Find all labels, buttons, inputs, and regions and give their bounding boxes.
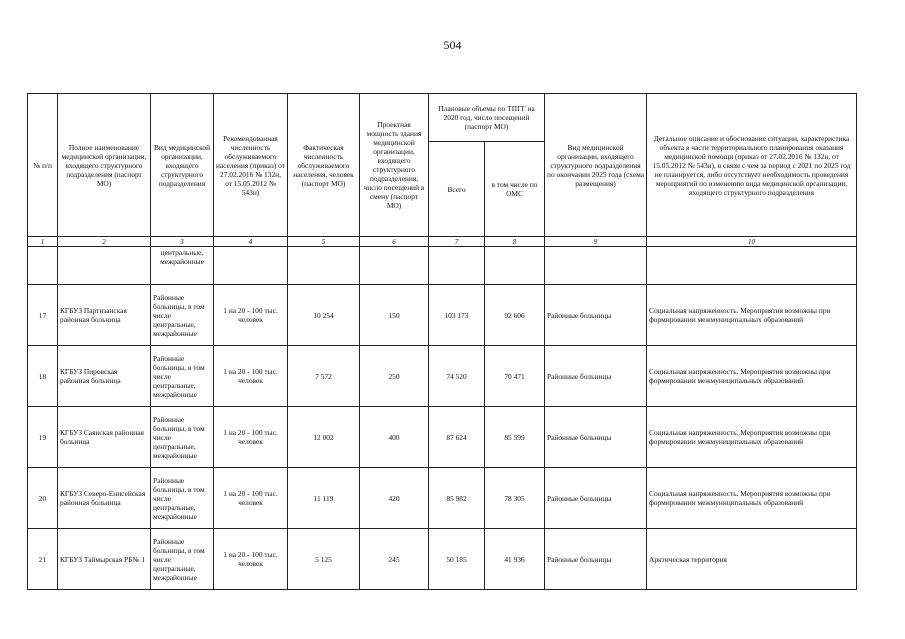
recommended-population: 1 на 20 - 100 тыс. человек	[214, 407, 288, 468]
planned-total: 50 185	[429, 529, 485, 590]
description: Арктическая территория	[647, 529, 857, 590]
design-capacity: 420	[360, 468, 429, 529]
continuation-row	[28, 247, 857, 285]
type-2025: Районные больницы	[545, 468, 647, 529]
header-col-type: Вид медицинской организации, входящего структурного подразделения	[151, 94, 214, 237]
planned-oms: 85 599	[485, 407, 545, 468]
header-col-org: Полное наименование медицинской организации, входящего структурного подразделения (паспорт МО)	[58, 94, 151, 237]
type-2025: Районные больницы	[545, 346, 647, 407]
organization-type: Районные больницы, в том числе центральные, межрайонные	[151, 407, 214, 468]
description: Социальная напряженность. Мероприятия возможны при формировании межмуниципальных образований	[647, 285, 857, 346]
description: Социальная напряженность. Мероприятия возможны при формировании межмуниципальных образований	[647, 346, 857, 407]
row-number: 20	[28, 468, 58, 529]
table-row	[28, 407, 857, 468]
column-number: 6	[360, 237, 429, 247]
header-col-planned-group: Плановые объемы по ТПГГ на 2020 год, число посещений (паспорт МО)	[429, 94, 545, 142]
column-number: 3	[151, 237, 214, 247]
column-number: 2	[58, 237, 151, 247]
planned-total: 87 624	[429, 407, 485, 468]
table-row	[28, 346, 857, 407]
header-col-capacity: Проектная мощность здания медицинской организации, входящего структурного подразделения, число посещений в смену (паспорт МО)	[360, 94, 429, 237]
column-number: 10	[647, 237, 857, 247]
table-row	[28, 468, 857, 529]
planned-oms: 92 606	[485, 285, 545, 346]
table-row	[28, 285, 857, 346]
column-number: 5	[288, 237, 360, 247]
column-number: 1	[28, 237, 58, 247]
design-capacity: 150	[360, 285, 429, 346]
planned-oms: 78 305	[485, 468, 545, 529]
organization-type: Районные больницы, в том числе центральные, межрайонные	[151, 346, 214, 407]
data-table	[27, 93, 857, 590]
row-number: 19	[28, 407, 58, 468]
column-number: 4	[214, 237, 288, 247]
header-col-type-2025: Вид медицинской организации, входящего структурного подразделения по окончании 2025 года (схема размещения)	[545, 94, 647, 237]
continuation-type-text: центральные, межрайонные	[160, 248, 204, 266]
header-col-actual: Фактическая численность обслуживаемого населения, человек (паспорт МО)	[288, 94, 360, 237]
organization-type: Районные больницы, в том числе центральные, межрайонные	[151, 468, 214, 529]
organization-name: КГБУЗ Саянская районная больница	[58, 407, 151, 468]
page-number: 504	[443, 38, 462, 52]
type-2025: Районные больницы	[545, 529, 647, 590]
row-number: 18	[28, 346, 58, 407]
column-number: 7	[429, 237, 485, 247]
planned-oms: 41 936	[485, 529, 545, 590]
column-number: 9	[545, 237, 647, 247]
recommended-population: 1 на 20 - 100 тыс. человек	[214, 346, 288, 407]
actual-population: 7 572	[288, 346, 360, 407]
organization-type: Районные больницы, в том числе центральные, межрайонные	[151, 529, 214, 590]
recommended-population: 1 на 20 - 100 тыс. человек	[214, 529, 288, 590]
actual-population: 12 002	[288, 407, 360, 468]
organization-name: КГБУЗ Северо-Енисейская районная больница	[58, 468, 151, 529]
description: Социальная напряженность. Мероприятия возможны при формировании межмуниципальных образований	[647, 468, 857, 529]
recommended-population: 1 на 20 - 100 тыс. человек	[214, 468, 288, 529]
header-col-num: № п/п	[28, 94, 58, 237]
organization-type: Районные больницы, в том числе центральные, межрайонные	[151, 285, 214, 346]
row-number: 21	[28, 529, 58, 590]
column-number-row	[28, 237, 857, 247]
planned-total: 85 982	[429, 468, 485, 529]
type-2025: Районные больницы	[545, 285, 647, 346]
header-col-recommended: Рекомендованная численность обслуживаемого населения (приказ) от 27.02.2016 № 132н, от 15.05.2012 № 543н)	[214, 94, 288, 237]
organization-name: КГБУЗ Пировская районная больница	[58, 346, 151, 407]
design-capacity: 245	[360, 529, 429, 590]
column-number: 8	[485, 237, 545, 247]
row-number: 17	[28, 285, 58, 346]
design-capacity: 400	[360, 407, 429, 468]
organization-name: КГБУЗ Таймырская РБ№ 1	[58, 529, 151, 590]
actual-population: 10 254	[288, 285, 360, 346]
actual-population: 5 125	[288, 529, 360, 590]
header-col-oms: в том числе по ОМС	[485, 142, 545, 237]
planned-total: 103 173	[429, 285, 485, 346]
header-col-total: Всего	[429, 142, 485, 237]
description: Социальная напряженность. Мероприятия возможны при формировании межмуниципальных образований	[647, 407, 857, 468]
design-capacity: 250	[360, 346, 429, 407]
recommended-population: 1 на 20 - 100 тыс. человек	[214, 285, 288, 346]
planned-total: 74 520	[429, 346, 485, 407]
organization-name: КГБУЗ Партизанская районная больница	[58, 285, 151, 346]
table-row	[28, 529, 857, 590]
actual-population: 11 119	[288, 468, 360, 529]
header-row	[28, 94, 857, 142]
type-2025: Районные больницы	[545, 407, 647, 468]
planned-oms: 70 471	[485, 346, 545, 407]
header-col-description: Детальное описание и обоснование ситуации, характеристика объекта в части территориального планирования оказания медицинской помощи (приказ от 27.02.2016 № 132н, от 15.05.2012 № 543н), в связи с чем за период с 2021 по 2025 год не планируется, либо отсутствует необходимость проведения мероприятий по изменению вида медицинской организации, входящего структурного подразделения	[647, 94, 857, 237]
